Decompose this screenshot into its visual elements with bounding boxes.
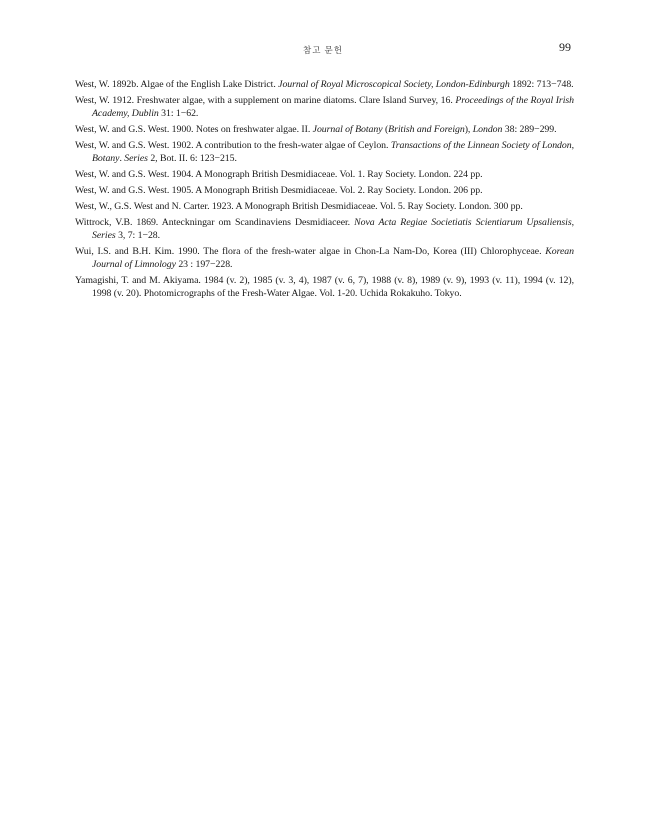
reference-series: Series: [92, 230, 116, 241]
reference-title: A contribution to the fresh-water algae of Ceylon.: [195, 140, 389, 151]
reference-details: 2, Bot. II. 6: 123−215.: [150, 153, 237, 164]
running-title: 참고 문헌: [303, 45, 343, 55]
reference-details: 38: 289−299.: [504, 124, 557, 135]
reference-authors: West, W. and G.S. West. 1900.: [75, 124, 194, 135]
reference-series: Series: [124, 153, 148, 164]
reference-journal: Transactions of the Linnean Society of London, Botany: [92, 140, 574, 164]
reference-title: Freshwater algae, with a supplement on marine diatoms. Clare Island Survey, 16.: [136, 95, 453, 106]
reference-details: 31: 1−62.: [161, 108, 199, 119]
reference-entry: [75, 274, 574, 300]
reference-entry: [75, 168, 574, 181]
reference-text: Yamagishi, T. and M. Akiyama. 1984 (v. 2), 1985 (v. 3, 4), 1987 (v. 6, 7), 1988 (v. 8), 1989 (v. 9), 1993 (v. 11), 1994 (v. 12), 1998 (v. 20). Photomicrographs of the Fresh-Water Algae. Vol. 1-20. Uchida Rokakuho. Tokyo.: [75, 275, 574, 299]
reference-journal: Korean Journal of Limnology: [92, 246, 574, 270]
reference-details: 23 : 197−228.: [178, 259, 233, 270]
page-header: [75, 40, 571, 60]
reference-text: West, W. and G.S. West. 1904. A Monograph British Desmidiaceae. Vol. 1. Ray Society. London. 224 pp.: [75, 169, 483, 180]
reference-list: [75, 78, 574, 303]
reference-entry: West, W. and G.S. West. 1900. Notes on freshwater algae. II. Journal of Botany (British and Foreign), London 38: 289−299.: [75, 124, 557, 135]
page-number: 99: [559, 40, 571, 54]
reference-title: Anteckningar om Scandinaviens Desmidiaceer.: [161, 217, 351, 228]
reference-title: Algae of the English Lake District.: [140, 79, 276, 90]
reference-journal: Proceedings of the Royal Irish Academy, Dublin: [92, 95, 574, 119]
reference-title: Notes on freshwater algae. II.: [195, 124, 311, 135]
reference-authors: West, W. 1912.: [75, 95, 135, 106]
reference-journal: Nova Acta Regiae Societiatis Scientiarum Upsaliensis: [354, 217, 572, 228]
reference-details: 3, 7: 1−28.: [118, 230, 161, 241]
reference-journal-city: London: [472, 124, 503, 135]
reference-authors: Wui, I.S. and B.H. Kim. 1990.: [75, 246, 200, 257]
reference-journal-subtitle: British and Foreign: [388, 124, 465, 135]
reference-authors: West, W. and G.S. West. 1902.: [75, 140, 194, 151]
reference-entry: [75, 200, 574, 213]
reference-entry: West, W. and G.S. West. 1902. A contribution to the fresh-water algae of Ceylon. Transactions of the Linnean Society of London, Botany. Series 2, Bot. II. 6: 123−215.: [75, 140, 574, 164]
reference-details: 1892: 713−748.: [512, 79, 574, 90]
reference-entry: [75, 245, 574, 271]
reference-entry: [75, 184, 574, 197]
reference-journal: Journal of Royal Microscopical Society, London-Edinburgh: [278, 79, 510, 90]
reference-entry: Wittrock, V.B. 1869. Anteckningar om Scandinaviens Desmidiaceer. Nova Acta Regiae Societiatis Scientiarum Upsaliensis, Series 3, 7: 1−28.: [75, 217, 575, 241]
reference-entry: [75, 78, 574, 91]
reference-text: West, W., G.S. West and N. Carter. 1923. A Monograph British Desmidiaceae. Vol. 5. Ray Society. London. 300 pp.: [75, 201, 523, 212]
reference-authors: Wittrock, V.B. 1869.: [75, 217, 159, 228]
reference-text: West, W. and G.S. West. 1905. A Monograph British Desmidiaceae. Vol. 2. Ray Society. London. 206 pp.: [75, 185, 483, 196]
reference-authors: West, W. 1892b.: [75, 79, 139, 90]
reference-journal: Journal of Botany: [312, 124, 383, 135]
reference-title: The flora of the fresh-water algae in Chon-La Nam-Do, Korea (III) Chlorophyceae.: [203, 246, 542, 257]
reference-entry: [75, 94, 574, 120]
